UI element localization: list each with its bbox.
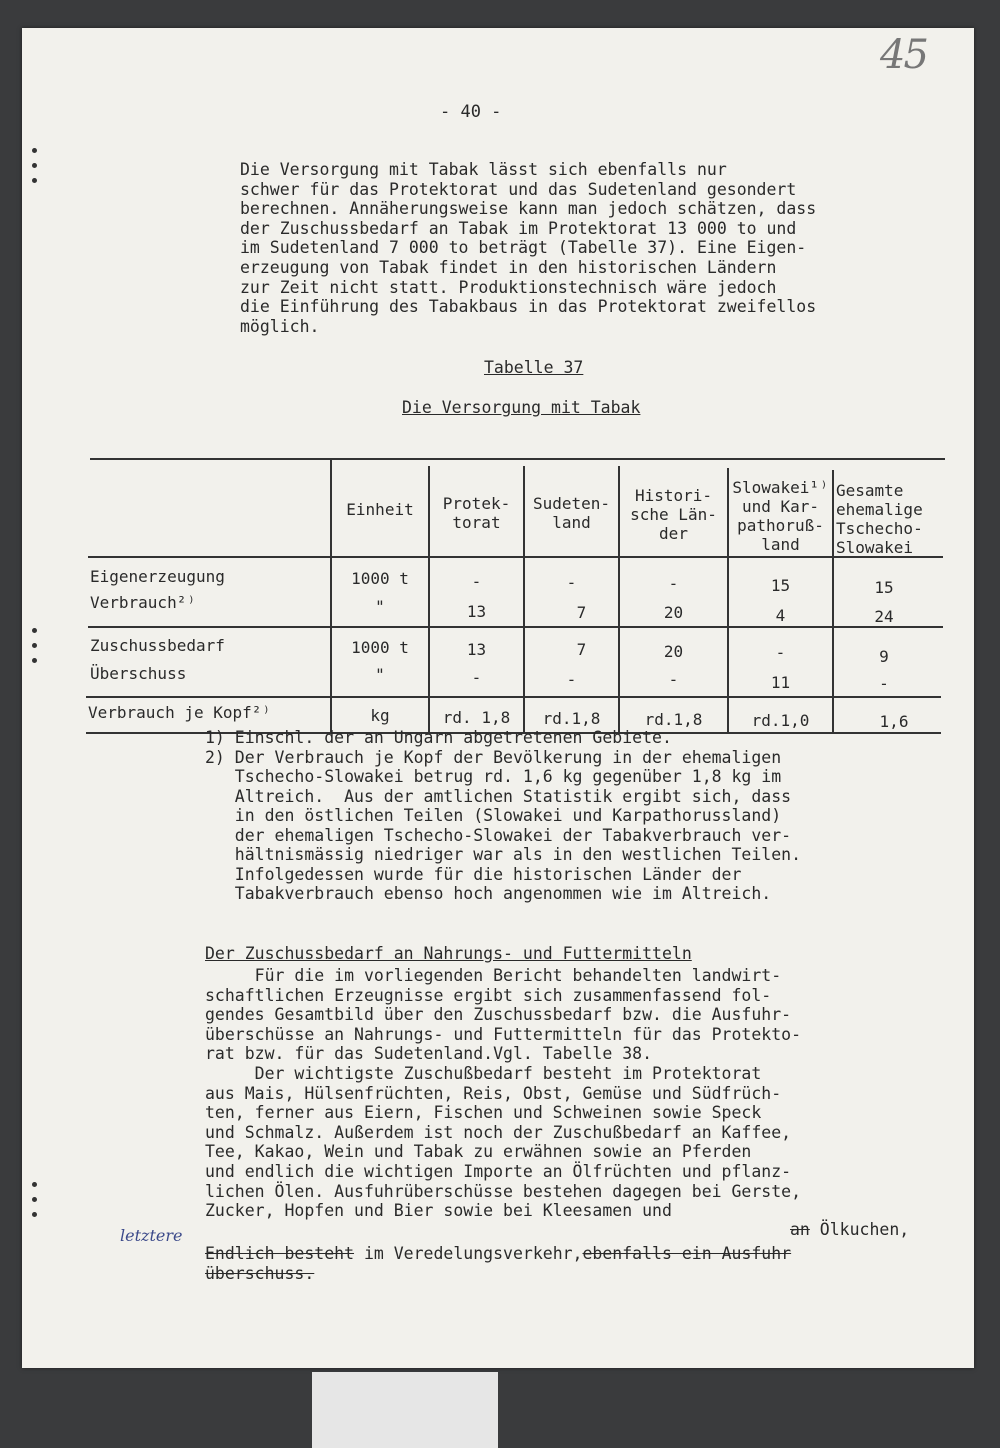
cell-protektorat: 13 — [466, 602, 487, 621]
row-label: Verbrauch je Kopf²⁾ — [88, 703, 272, 722]
struck-word: an — [790, 1220, 810, 1239]
scan-color-strip — [312, 1372, 498, 1448]
table-row-rule-1 — [88, 626, 943, 628]
footnotes: 1) Einschl. der an Ungarn abgetretenen Gebiete. 2) Der Verbrauch je Kopf der Bevölkerung in der ehemaligen Tschecho-Slowakei betrug rd. 1,6 kg gegenüber 1,8 kg im Altreich. Aus der amtlichen Statistik ergibt sich, dass in den östlichen Teilen (Slowakei und Karpathorussland) der ehemaligen Tschecho-Slowakei der Tabakverbrauch ver- hältnismässig niedriger war als in den westlichen Teilen. Infolgedessen wurde für die historischen Länder der Tabakverbrauch ebenso hoch angenommen wie im Altreich. — [205, 728, 802, 903]
cell-historische: - — [668, 670, 679, 689]
last-line-3 — [205, 1264, 314, 1284]
page-number: - 40 - — [440, 102, 502, 122]
cell-slowakei: 11 — [770, 673, 791, 692]
header-gesamt: Gesamte ehemalige Tschecho- Slowakei — [836, 481, 923, 557]
cell-gesamt: 1,6 — [879, 712, 909, 731]
cell-protektorat: - — [471, 668, 482, 687]
cell-slowakei: 4 — [775, 606, 786, 625]
cell-sudetenland: 7 — [576, 603, 587, 622]
cell-einheit: " — [375, 597, 385, 616]
punch-holes-bottom — [32, 1182, 38, 1227]
struck-phrase: Endlich besteht — [205, 1244, 355, 1263]
cell-gesamt: 24 — [874, 607, 894, 626]
table-row-rule-2 — [86, 696, 941, 698]
table-top-rule — [90, 458, 945, 460]
cell-slowakei: rd.1,0 — [751, 711, 810, 730]
text-fragment: im Veredelungsverkehr, — [354, 1244, 583, 1263]
punch-holes-middle — [32, 628, 38, 673]
cell-einheit: " — [375, 665, 385, 684]
cell-gesamt: 9 — [879, 647, 889, 666]
header-protektorat: Protek- torat — [442, 494, 511, 532]
row-label: Überschuss — [90, 664, 187, 683]
table-title: Die Versorgung mit Tabak — [402, 398, 641, 417]
last-line-2 — [205, 1244, 791, 1264]
cell-slowakei: 15 — [770, 576, 791, 595]
table-header-rule — [88, 556, 943, 558]
cell-einheit: kg — [370, 706, 390, 725]
cell-historische: 20 — [663, 603, 684, 622]
text-fragment: Ölkuchen, — [809, 1220, 910, 1239]
cell-einheit: 1000 t — [351, 569, 409, 588]
cell-gesamt: 15 — [874, 578, 894, 597]
struck-word: überschuss. — [205, 1264, 315, 1283]
row-label: Verbrauch²⁾ — [90, 593, 196, 612]
last-line-1-end — [790, 1220, 909, 1240]
handwritten-page-number: 45 — [880, 32, 927, 78]
cell-sudetenland: rd.1,8 — [542, 709, 601, 728]
cell-protektorat: - — [471, 572, 482, 591]
cell-sudetenland: 7 — [576, 640, 587, 659]
intro-paragraph: Die Versorgung mit Tabak lässt sich ebenfalls nur schwer für das Protektorat und das Sudetenland gesondert berechnen. Annäherungsweise kann man jedoch schätzen, dass der Zuschussbedarf an Tabak im Protektorat 13 000 to und im Sudetenland 7 000 to beträgt (Tabelle 37). Eine Eigen- erzeugung von Tabak findet in den historischen Ländern zur Zeit nicht statt. Produktionstechnisch wäre jedoch die Einführung des Tabakbaus in das Protektorat zweifellos möglich. — [240, 160, 817, 336]
cell-historische: - — [668, 574, 679, 593]
header-historische-laender: Histori- sche Län- der — [630, 486, 717, 543]
cell-protektorat: rd. 1,8 — [442, 708, 511, 727]
punch-holes-top — [32, 148, 38, 193]
section-heading: Der Zuschussbedarf an Nahrungs- und Futtermitteln — [205, 944, 692, 963]
cell-einheit: 1000 t — [351, 638, 409, 657]
handwritten-margin-note: letztere — [120, 1226, 183, 1245]
section-paragraph: Für die im vorliegenden Bericht behandelten landwirt- schaftlichen Erzeugnisse ergibt sich zusammenfassend fol- gendes Gesamtbild über den Zuschussbedarf bzw. die Ausfuhr- überschüsse an Nahrungs- und Futtermitteln für das Protekto- rat bzw. für das Sudetenland.Vgl. Tabelle 38. Der wichtigste Zuschußbedarf besteht im Protektorat aus Mais, Hülsenfrüchten, Reis, Obst, Gemüse und Südfrüch- ten, ferner aus Eiern, Fischen und Schweinen sowie Speck und Schmalz. Außerdem ist noch der Zuschußbedarf an Kaffee, Tee, Kakao, Wein und Tabak zu erwähnen sowie an Pferden und endlich die wichtigen Importe an Ölfrüchten und pflanz- lichen Ölen. Ausfuhrüberschüsse bestehen dagegen bei Gerste, Zucker, Hopfen und Bier sowie bei Kleesamen und — [205, 966, 802, 1221]
cell-gesamt: - — [879, 674, 889, 693]
cell-historische: 20 — [663, 642, 684, 661]
cell-protektorat: 13 — [466, 640, 487, 659]
col-divider-6 — [832, 470, 834, 734]
header-einheit: Einheit — [346, 500, 414, 519]
header-sudetenland: Sudeten- land — [532, 494, 611, 532]
cell-sudetenland: - — [566, 670, 577, 689]
row-label: Eigenerzeugung — [90, 567, 225, 586]
header-slowakei: Slowakei¹⁾ und Kar- pathoruß- land — [732, 478, 829, 554]
table-number: Tabelle 37 — [484, 358, 584, 377]
struck-phrase-end: ebenfalls ein Ausfuhr — [582, 1244, 792, 1263]
cell-slowakei: - — [775, 643, 786, 662]
row-label: Zuschussbedarf — [90, 636, 225, 655]
cell-historische: rd.1,8 — [644, 710, 703, 729]
cell-sudetenland: - — [566, 573, 577, 592]
